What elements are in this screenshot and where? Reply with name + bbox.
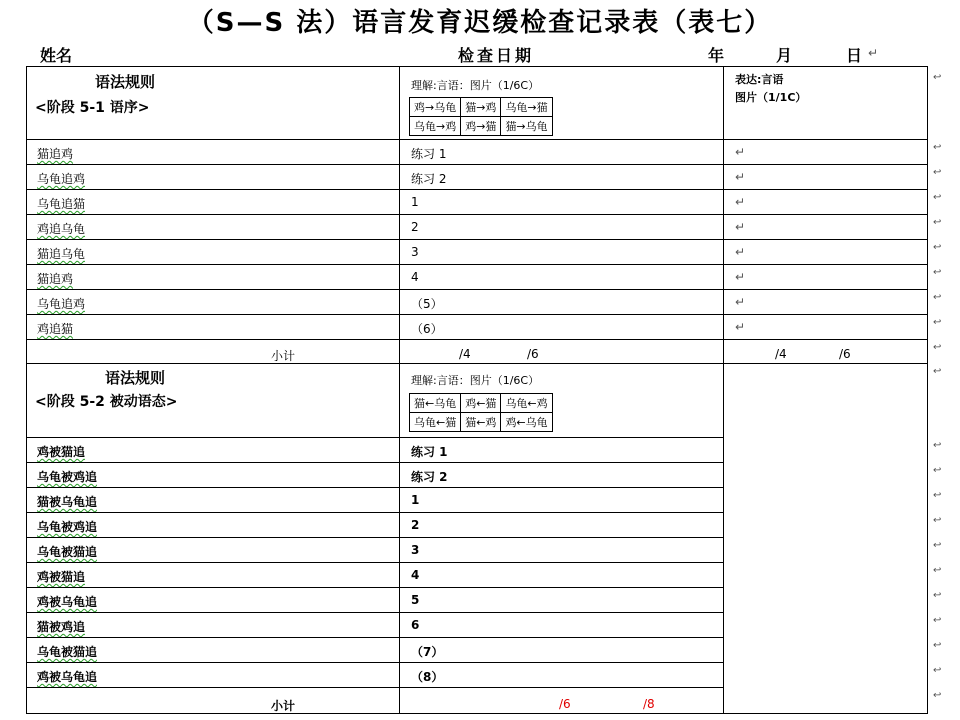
table-row-trial: 1 [411,493,420,507]
row-divider [27,339,927,340]
row-divider [27,462,723,463]
grid-cell: 猫←鸡 [461,413,501,432]
row-divider [27,189,927,190]
row-divider [27,139,927,140]
section2-stage-label: <阶段 5-2 被动语态> [35,394,178,410]
return-mark: ↩ [933,242,942,253]
row-divider [27,662,723,663]
table-row-trial: 4 [411,270,419,284]
table-row-item: 鸡被乌龟追 [37,595,98,609]
table-row-item: 鸡被猫追 [37,445,86,459]
return-mark: ↩ [933,440,942,451]
grid-cell: 鸡←猫 [461,394,501,413]
paragraph-mark: ↵ [735,245,746,259]
grid-cell: 乌龟←鸡 [501,394,552,413]
grid-cell: 猫←乌龟 [410,394,461,413]
table-row-trial: 练习 2 [411,470,448,484]
return-mark: ↩ [933,317,942,328]
row-divider [27,363,927,364]
section2-subtotal-label: 小计 [271,699,296,713]
month-label: 月 [776,46,793,65]
return-mark: ↩ [933,590,942,601]
paragraph-mark: ↵ [735,320,746,334]
date-label: 检查日期 [458,46,535,65]
table-row-item: 鸡追猫 [37,322,74,336]
row-divider [27,512,723,513]
row-divider [27,487,723,488]
section2-rule-title: 语法规则 [105,369,166,387]
section1-picture-grid [409,97,553,136]
table-row-item: 鸡被乌龟追 [37,670,98,684]
return-mark: ↩ [933,167,942,178]
section1-stage-label: <阶段 5-1 语序> [35,100,150,116]
table-row-trial: 练习 2 [411,172,447,186]
table-row-trial: 练习 1 [411,445,448,459]
table-row-item: 猫被鸡追 [37,620,86,634]
table-row-trial: 4 [411,568,420,582]
section1-subtotal-right-a: /4 [775,347,787,361]
row-divider [27,264,927,265]
grid-cell: 猫→鸡 [461,98,501,117]
row-divider [27,314,927,315]
return-mark: ↩ [933,615,942,626]
row-divider [27,612,723,613]
row-divider [27,587,723,588]
section1-subtotal-mid-a: /4 [459,347,471,361]
grid-cell: 鸡←乌龟 [501,413,552,432]
table-row-item: 乌龟追鸡 [37,172,86,186]
table-row-item: 乌龟被猫追 [37,645,98,659]
grid-cell: 鸡→猫 [461,117,501,136]
return-mark: ↩ [933,665,942,676]
table-row-item: 乌龟追猫 [37,197,86,211]
table-row-item: 鸡被猫追 [37,570,86,584]
return-mark: ↩ [933,142,942,153]
section1-comprehension: 理解:言语：图片（1/6C） [411,79,540,92]
paragraph-mark: ↵ [868,46,879,60]
row-divider [27,687,723,688]
year-label: 年 [708,46,725,65]
section2-subtotal-b: /8 [643,697,655,711]
table-row-trial: （6） [411,322,443,336]
row-divider [27,637,723,638]
table-row-trial: 2 [411,518,420,532]
table-row-trial: 6 [411,618,420,632]
paragraph-mark: ↵ [735,170,746,184]
table-row-item: 乌龟被猫追 [37,545,98,559]
return-mark: ↩ [933,465,942,476]
grid-cell: 乌龟→鸡 [410,117,461,136]
table-row-trial: 3 [411,245,419,259]
table-row-item: 乌龟被鸡追 [37,470,98,484]
row-divider [27,289,927,290]
table-row-item: 猫追乌龟 [37,247,86,261]
section1-rule-title: 语法规则 [95,73,156,91]
return-mark: ↩ [933,217,942,228]
table-row-trial: （7） [411,645,444,659]
table-row-item: 猫被乌龟追 [37,495,98,509]
return-mark: ↩ [933,640,942,651]
section2-subtotal-a: /6 [559,697,571,711]
return-mark: ↩ [933,366,942,377]
table-row-trial: 练习 1 [411,147,447,161]
table-row-trial: 3 [411,543,420,557]
table-row-item: 鸡追乌龟 [37,222,86,236]
table-row-trial: （5） [411,297,443,311]
table-row-item: 猫追鸡 [37,272,74,286]
table-row-trial: 1 [411,195,419,209]
table-row-trial: 5 [411,593,420,607]
day-label: 日 [846,46,863,65]
table-row-item: 乌龟被鸡追 [37,520,98,534]
section2-comprehension: 理解:言语：图片（1/6C） [411,374,540,387]
record-table [26,66,928,714]
section1-subtotal-label: 小计 [271,349,296,363]
table-row-item: 猫追鸡 [37,147,74,161]
section1-subtotal-mid-b: /6 [527,347,539,361]
grid-cell: 猫→乌龟 [501,117,552,136]
section1-subtotal-right-b: /6 [839,347,851,361]
table-row-trial: 2 [411,220,419,234]
section1-expression-label: 表达:言语 [735,73,784,86]
paragraph-mark: ↵ [735,270,746,284]
return-mark: ↩ [933,565,942,576]
return-mark: ↩ [933,192,942,203]
name-label: 姓名 [40,46,73,65]
row-divider [27,214,927,215]
table-row-trial: （8） [411,670,444,684]
section1-expression-picture: 图片（1/1C） [735,91,807,104]
grid-cell: 乌龟→猫 [501,98,552,117]
page-title: （S—S 法）语言发育迟缓检查记录表（表七） [187,8,773,38]
paragraph-mark: ↵ [735,195,746,209]
return-mark: ↩ [933,292,942,303]
paragraph-mark: ↵ [735,295,746,309]
section2-picture-grid [409,393,553,432]
row-divider [27,239,927,240]
row-divider [27,164,927,165]
return-mark: ↩ [933,515,942,526]
paragraph-mark: ↵ [735,145,746,159]
grid-cell: 鸡→乌龟 [410,98,461,117]
row-divider [27,437,723,438]
table-row-item: 乌龟追鸡 [37,297,86,311]
grid-cell: 乌龟←猫 [410,413,461,432]
return-mark: ↩ [933,342,942,353]
return-mark: ↩ [933,267,942,278]
return-mark: ↩ [933,690,942,701]
paragraph-mark: ↵ [735,220,746,234]
row-divider [27,562,723,563]
row-divider [27,537,723,538]
return-mark: ↩ [933,490,942,501]
return-mark: ↩ [933,540,942,551]
return-mark: ↩ [933,72,942,83]
